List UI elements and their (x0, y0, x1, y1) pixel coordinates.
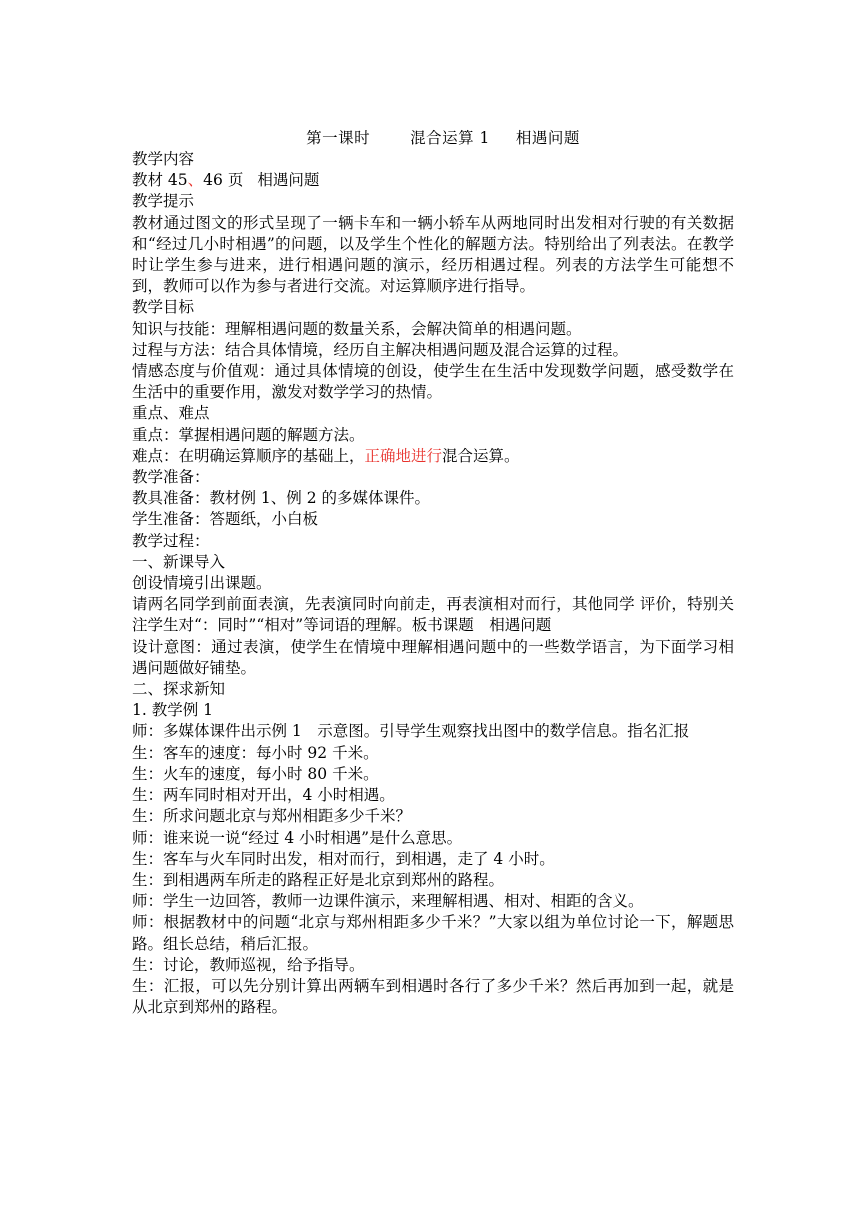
teacher-paragraph-4: 师：根据教材中的问题“北京与郑州相距多少千米？”大家以组为单位讨论一下，解题思路。组长总结，稍后汇报。 (132, 913, 734, 953)
student-line-3: 生：两车同时相对开出，4 小时相遇。 (132, 786, 395, 805)
goal-heading: 教学目标 (132, 298, 195, 317)
content-heading: 教学内容 (132, 150, 195, 168)
textbook-separator: 、 (187, 171, 204, 190)
difficulty-highlight: 正确地进行 (364, 446, 443, 465)
goal-attitude: 情感态度与价值观：通过具体情境的创设，使学生在生活中发现数学问题，感受数学在生活中的重要作用，激发对数学学习的热情。 (132, 362, 734, 402)
difficulty-post: 混合运算。 (442, 446, 520, 465)
teacher-line-2: 师：谁来说一说“经过 4 小时相遇”是什么意思。 (132, 828, 463, 847)
key-point: 重点：掌握相遇问题的解题方法。 (132, 425, 365, 444)
student-line-7: 生：讨论，教师巡视，给予指导。 (132, 955, 365, 974)
hint-heading: 教学提示 (132, 192, 195, 211)
goal-knowledge: 知识与技能：理解相遇问题的数量关系，会解决简单的相遇问题。 (132, 319, 582, 338)
difficulty-pre: 难点：在明确运算顺序的基础上， (132, 446, 365, 465)
hint-paragraph: 教材通过图文的形式呈现了一辆卡车和一辆小轿车从两地同时出发相对行驶的有关数据和“经过几小时相遇”的问题，以及学生个性化的解题方法。特别给出了列表法。在教学时让学生参与进来，进行相遇问题的演示，经历相遇过程。列表的方法学生可能想不到，教师可以作为参与者进行交流。对运算顺序进行指导。 (132, 213, 734, 296)
title-subject: 相遇问题 (515, 129, 580, 147)
key-heading: 重点、难点 (132, 404, 210, 423)
student-line-1: 生：客车的速度：每小时 92 千米。 (132, 743, 379, 762)
textbook-pages: 46 页 (203, 171, 244, 190)
textbook-line (132, 170, 734, 191)
section1-paragraph: 请两名同学到前面表演，先表演同时向前走，再表演相对而行，其他同学 评价，特别关注学生对“：同时”“相对”等词语的理解。板书课题 相遇问题 (132, 595, 734, 635)
prep-heading: 教学准备： (132, 468, 210, 487)
teacher-line-3: 师：学生一边回答，教师一边课件演示，来理解相遇、相对、相距的含义。 (132, 892, 644, 911)
student-paragraph-8: 生：汇报，可以先分别计算出两辆车到相遇时各行了多少千米？然后再加到一起，就是从北京到郑州的路程。 (132, 976, 734, 1017)
prep-student: 学生准备：答题纸，小白板 (132, 510, 319, 529)
difficulty-line (132, 446, 734, 467)
student-line-5: 生：客车与火车同时出发，相对而行，到相遇，走了 4 小时。 (132, 849, 555, 868)
student-line-6: 生：到相遇两车所走的路程正好是北京到郑州的路程。 (132, 870, 505, 889)
process-heading: 教学过程： (132, 531, 210, 550)
section1-heading: 一、新课导入 (132, 552, 226, 571)
textbook-pre: 教材 45 (132, 171, 188, 190)
document-page (132, 128, 734, 1018)
textbook-topic: 相遇问题 (257, 171, 320, 190)
lesson-title (132, 128, 734, 149)
student-line-2: 生：火车的速度，每小时 80 千米。 (132, 764, 379, 783)
goal-process: 过程与方法：结合具体情境，经历自主解决相遇问题及混合运算的过程。 (132, 340, 629, 359)
section1-line: 创设情境引出课题。 (132, 574, 272, 593)
section1-design-intent: 设计意图：通过表演，使学生在情境中理解相遇问题中的一些数学语言，为下面学习相遇问题做好铺垫。 (132, 637, 734, 677)
example1-heading: 1. 教学例 1 (132, 701, 214, 720)
title-topic: 混合运算 1 (410, 129, 490, 147)
student-line-4: 生：所求问题北京与郑州相距多少千米？ (132, 807, 412, 826)
prep-teacher: 教具准备：教材例 1、例 2 的多媒体课件。 (132, 489, 431, 508)
title-lesson: 第一课时 (306, 129, 371, 147)
teacher-line-1: 师：多媒体课件出示例 1 示意图。引导学生观察找出图中的数学信息。指名汇报 (132, 722, 690, 741)
section2-heading: 二、探求新知 (132, 680, 226, 699)
